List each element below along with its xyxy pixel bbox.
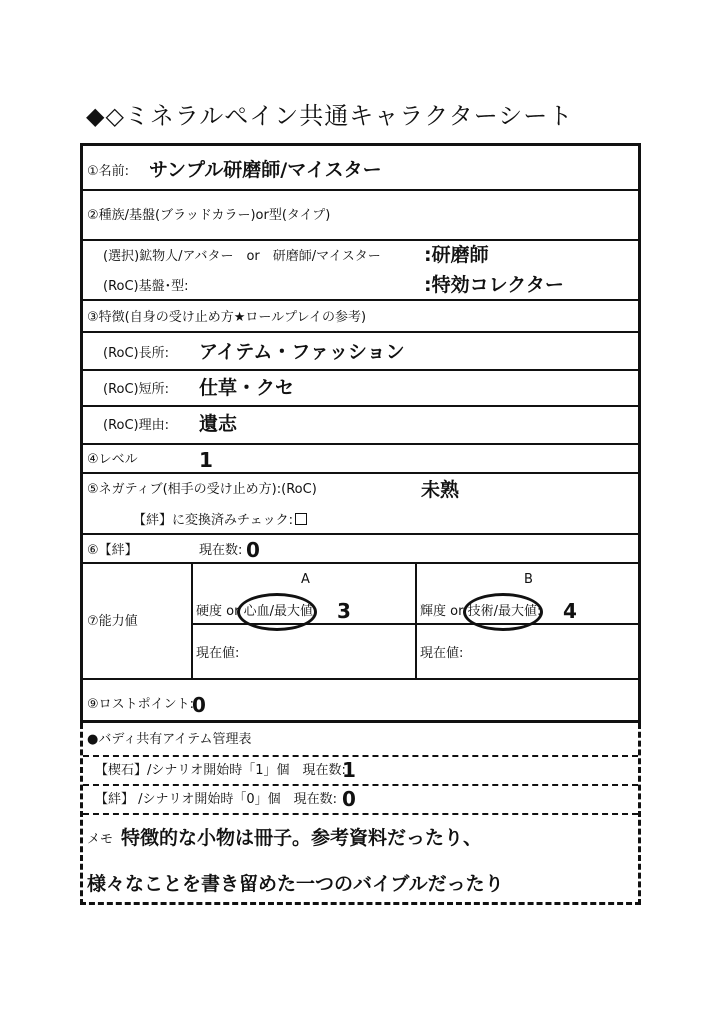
memo-line-1[interactable]: 特徴的な小物は冊子。参考資料だったり、 [121,827,483,849]
negative-check-label: 【絆】に変換済みチェック: [133,513,307,527]
ability-b-max-label: 輝度 or 技術/最大値: [420,604,542,619]
converted-checkbox[interactable] [295,513,307,525]
memo-line-2[interactable]: 様々なことを書き留めた一つのバイブルだったり [87,873,504,895]
ability-a-max-label: 硬度 or 心血/最大値: [196,604,318,619]
lost-value[interactable]: 0 [192,693,206,717]
wedge-label: 【楔石】/シナリオ開始時「1」個 現在数: [95,763,346,778]
race-select-label: (選択)鉱物人/アバター or 研磨師/マイスター [103,249,381,264]
bond-current-value[interactable]: 0 [246,538,260,562]
character-sheet [80,143,641,723]
lost-label: ⑨ロストポイント: [87,697,195,712]
ability-a-max-value[interactable]: 3 [337,599,351,623]
ability-b-header: B [524,572,533,587]
buddy-bond-value[interactable]: 0 [342,787,356,811]
wedge-value[interactable]: 1 [342,758,356,782]
buddy-item-table [80,723,641,905]
strength-label: (RoC)長所: [103,346,170,361]
race-roc-value[interactable]: :特効コレクター [424,274,564,296]
ability-b-current-label: 現在値: [420,646,464,661]
negative-value[interactable]: 未熟 [421,479,460,501]
level-label: ④レベル [87,452,138,467]
race-select-value[interactable]: :研磨師 [424,244,489,266]
race-roc-label: (RoC)基盤･型: [103,279,189,294]
reason-value[interactable]: 遺志 [199,413,238,435]
level-value[interactable]: 1 [199,448,213,472]
strength-value[interactable]: アイテム・ファッション [199,341,405,363]
ability-b-max-value[interactable]: 4 [563,599,577,623]
ability-a-current-label: 現在値: [196,646,240,661]
selected-kokketsu-circle [237,593,317,631]
ability-label: ⑦能力値 [87,614,138,629]
bond-current-label: 現在数: [199,543,243,558]
bond-label: ⑥【絆】 [87,543,138,558]
selected-gijutsu-circle [463,593,543,631]
ability-a-header: A [301,572,310,587]
weakness-label: (RoC)短所: [103,382,170,397]
buddy-bond-label: 【絆】 /シナリオ開始時「0」個 現在数: [95,792,338,807]
reason-label: (RoC)理由: [103,418,170,433]
weakness-value[interactable]: 仕草・クセ [199,377,295,399]
race-label: ②種族/基盤(ブラッドカラー)or型(タイプ) [87,208,331,223]
name-value[interactable]: サンプル研磨師/マイスター [149,159,382,181]
memo-label: メモ [87,832,114,847]
name-label: ①名前: [87,164,130,179]
sheet-title: ◆◇ミネラルペイン共通キャラクターシート [86,102,574,130]
negative-label: ⑤ネガティブ(相手の受け止め方):(RoC) [87,482,317,497]
buddy-label: ●バディ共有アイテム管理表 [87,732,252,747]
traits-label: ③特徴(自身の受け止め方★ロールプレイの参考) [87,310,367,325]
